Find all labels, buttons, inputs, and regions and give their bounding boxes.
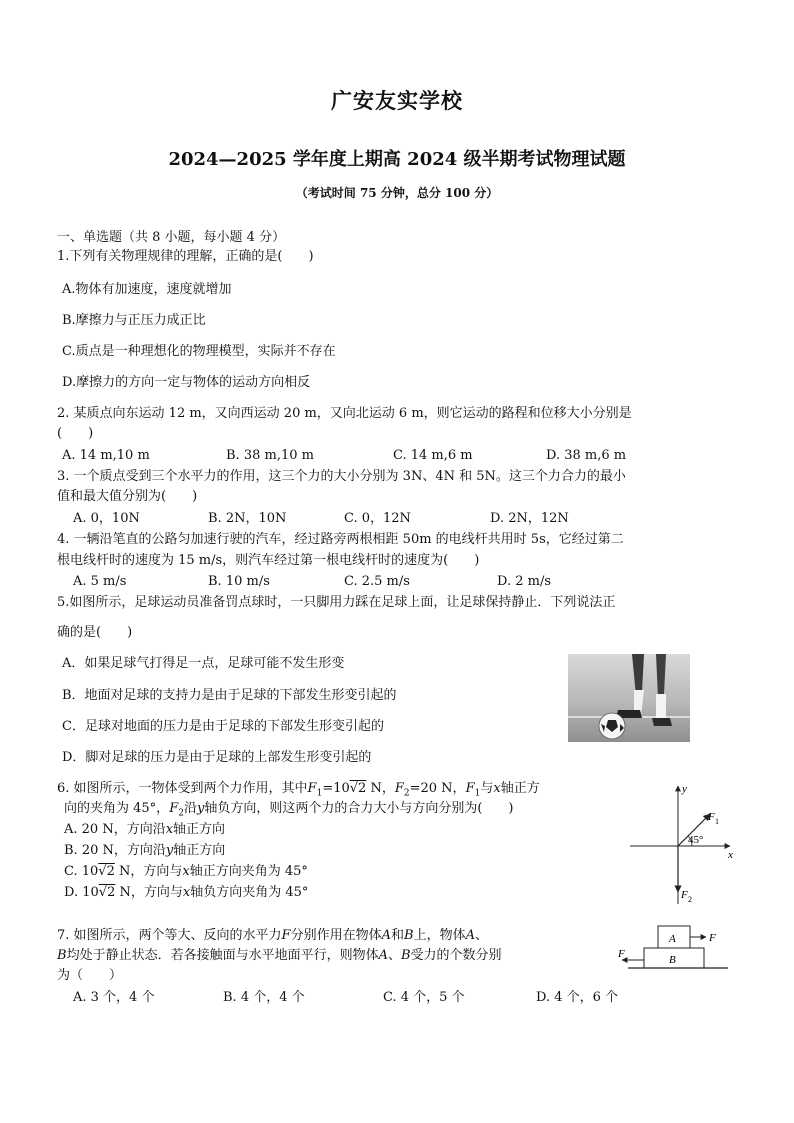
q7-b-symbol: B bbox=[57, 948, 67, 963]
q6-sqrt-value: 2 bbox=[358, 781, 367, 796]
q6-x-symbol: x bbox=[182, 885, 191, 900]
school-name: 广安友实学校 bbox=[331, 88, 463, 113]
q2-stem-line2: ( ) bbox=[57, 426, 94, 441]
angle-label: 45° bbox=[688, 834, 704, 846]
q5-option-d: D．脚对足球的压力是由于足球的上部发生形变引起的 bbox=[62, 750, 372, 765]
q1-option-b: B.摩擦力与正压力成正比 bbox=[62, 313, 206, 328]
force-right-label: F bbox=[709, 932, 716, 944]
q7-block-diagram bbox=[614, 922, 738, 976]
q6-text: D. 10 bbox=[64, 885, 99, 900]
q4-option-b: B. 10 m/s bbox=[208, 574, 270, 589]
q4-option-c: C. 2.5 m/s bbox=[344, 574, 410, 589]
q6-text: 轴正方向 bbox=[173, 822, 226, 837]
q6-text: =20 N， bbox=[409, 781, 466, 796]
q6-sqrt-value: 2 bbox=[107, 885, 116, 900]
q6-text: 6. 如图所示，一物体受到两个力作用，其中 bbox=[57, 781, 308, 796]
q6-sqrt-value: 2 bbox=[106, 864, 115, 879]
q1-stem: 1.下列有关物理规律的理解，正确的是( ) bbox=[57, 249, 314, 264]
q5-option-a: A．如果足球气打得足一点，足球可能不发生形变 bbox=[62, 656, 345, 671]
q6-text: N，方向与 bbox=[115, 885, 183, 900]
q6-y-symbol: y bbox=[196, 801, 205, 816]
q6-x-symbol: x bbox=[182, 864, 190, 879]
q6-text: 轴正方 bbox=[500, 781, 540, 796]
q2-stem-line1: 2. 某质点向东运动 12 m，又向西运动 20 m，又向北运动 6 m，则它运动的路程和位移大小分别是 bbox=[57, 406, 632, 421]
q6-text: C. 10 bbox=[64, 864, 99, 879]
q6-option-b bbox=[64, 843, 225, 859]
exam-subtitle: （考试时间 75 分钟，总分 100 分） bbox=[295, 186, 499, 200]
q6-text: A. 20 N，方向沿 bbox=[64, 822, 166, 837]
q6-text: 与 bbox=[480, 781, 494, 796]
q6-option-d bbox=[64, 885, 308, 901]
q7-stem-line1 bbox=[57, 928, 488, 944]
q5-option-b: B．地面对足球的支持力是由于足球的下部发生形变引起的 bbox=[62, 688, 397, 703]
q5-stem-line2: 确的是( ) bbox=[57, 625, 133, 640]
q6-f2-symbol: F bbox=[169, 801, 179, 816]
q6-x-symbol: x bbox=[493, 781, 501, 796]
q7-text: 、 bbox=[474, 928, 488, 943]
q7-a-symbol: A bbox=[465, 928, 475, 943]
q6-text: 轴正方向 bbox=[173, 843, 226, 858]
q6-option-a bbox=[64, 822, 225, 838]
q6-option-c bbox=[64, 864, 308, 880]
q6-text: B. 20 N，方向沿 bbox=[64, 843, 166, 858]
q4-option-d: D. 2 m/s bbox=[497, 574, 552, 589]
force-left-label: F bbox=[618, 948, 625, 960]
q6-text: 轴负方向，则这两个力的合力大小与方向分别为( ) bbox=[204, 801, 514, 816]
q1-option-d: D.摩擦力的方向一定与物体的运动方向相反 bbox=[62, 375, 311, 390]
q7-b-symbol: B bbox=[400, 948, 411, 963]
q7-text: 、 bbox=[387, 948, 401, 963]
q6-text: N，方向与 bbox=[114, 864, 183, 879]
q6-text: 沿 bbox=[183, 801, 197, 816]
q6-f1-symbol: F bbox=[465, 781, 475, 796]
x-axis-label: x bbox=[728, 849, 733, 861]
f1-label-sub: 1 bbox=[715, 817, 719, 826]
q7-text: 7. 如图所示，两个等大、反向的水平力 bbox=[57, 928, 282, 943]
q2-option-a: A. 14 m,10 m bbox=[62, 448, 150, 463]
block-b-label: B bbox=[669, 954, 676, 966]
q7-option-d: D. 4 个，6 个 bbox=[536, 990, 619, 1005]
q7-b-symbol: B bbox=[404, 928, 414, 943]
q4-option-a: A. 5 m/s bbox=[73, 574, 127, 589]
q7-a-symbol: A bbox=[378, 948, 388, 963]
q7-option-c: C. 4 个，5 个 bbox=[383, 990, 465, 1005]
q3-option-a: A. 0，10N bbox=[73, 511, 140, 526]
q7-option-a: A. 3 个，4 个 bbox=[73, 990, 155, 1005]
q3-option-c: C. 0，12N bbox=[344, 511, 411, 526]
q5-stem-line1: 5.如图所示，足球运动员准备罚点球时，一只脚用力踩在足球上面，让足球保持静止．下列说法正 bbox=[57, 595, 616, 610]
soccer-photo bbox=[568, 654, 690, 742]
block-a-label: A bbox=[669, 933, 676, 945]
sqrt-symbol: √2 bbox=[349, 781, 367, 796]
q7-text: 均处于静止状态．若各接触面与水平地面平行，则物体 bbox=[66, 948, 379, 963]
q1-option-c: C.质点是一种理想化的物理模型，实际并不存在 bbox=[62, 344, 336, 359]
q3-stem-line1: 3. 一个质点受到三个水平力的作用，这三个力的大小分别为 3N、4N 和 5N。这三个力合力的最小 bbox=[57, 469, 626, 484]
q6-force-diagram bbox=[626, 780, 738, 910]
q6-text: =10 bbox=[322, 781, 350, 796]
q7-text: 受力的个数分别 bbox=[410, 948, 502, 963]
q7-text: 和 bbox=[390, 928, 404, 943]
q6-f2-sub: 2 bbox=[403, 788, 410, 799]
q7-text: 分别作用在物体 bbox=[290, 928, 382, 943]
q6-y-symbol: y bbox=[165, 843, 174, 858]
f2-label: F bbox=[681, 889, 688, 901]
q2-option-b: B. 38 m,10 m bbox=[226, 448, 314, 463]
q7-option-b: B. 4 个，4 个 bbox=[223, 990, 305, 1005]
q6-stem-line1 bbox=[57, 781, 540, 799]
exam-title: 2024—2025 学年度上期高 2024 级半期考试物理试题 bbox=[168, 149, 626, 170]
q7-stem-line3: 为（ ） bbox=[57, 968, 123, 983]
f2-label-sub: 2 bbox=[688, 895, 692, 904]
q6-f1-symbol: F bbox=[307, 781, 317, 796]
q7-a-symbol: A bbox=[381, 928, 391, 943]
sqrt-symbol: √2 bbox=[98, 885, 116, 900]
q1-option-a: A.物体有加速度，速度就增加 bbox=[62, 282, 232, 297]
q6-f1-sub: 1 bbox=[474, 788, 481, 799]
q6-text: 轴正方向夹角为 45° bbox=[189, 864, 308, 879]
section-heading: 一、单选题（共 8 小题，每小题 4 分） bbox=[57, 230, 286, 245]
q6-f2-sub: 2 bbox=[178, 808, 184, 819]
sqrt-symbol: √2 bbox=[98, 864, 115, 879]
q2-option-d: D. 38 m,6 m bbox=[546, 448, 627, 463]
q7-text: 上，物体 bbox=[413, 928, 466, 943]
q3-option-d: D. 2N，12N bbox=[490, 511, 569, 526]
q6-text: 向的夹角为 45°， bbox=[64, 801, 170, 816]
q4-stem-line2: 根电线杆时的速度为 15 m/s，则汽车经过第一根电线杆时的速度为( ) bbox=[57, 553, 480, 568]
q7-f-symbol: F bbox=[281, 928, 291, 943]
q6-f2-symbol: F bbox=[394, 781, 404, 796]
q5-option-c: C．足球对地面的压力是由于足球的下部发生形变引起的 bbox=[62, 719, 384, 734]
q3-stem-line2: 值和最大值分别为( ) bbox=[57, 489, 198, 504]
q2-option-c: C. 14 m,6 m bbox=[393, 448, 473, 463]
y-axis-label: y bbox=[682, 783, 687, 795]
q6-text: N， bbox=[366, 781, 395, 796]
f1-label: F bbox=[708, 811, 715, 823]
q6-text: 轴负方向夹角为 45° bbox=[190, 885, 309, 900]
q4-stem-line1: 4. 一辆沿笔直的公路匀加速行驶的汽车，经过路旁两根相距 50m 的电线杆共用时 5s，它经过第二 bbox=[57, 532, 624, 547]
q6-f1-sub: 1 bbox=[316, 788, 323, 799]
q7-stem-line2 bbox=[57, 948, 502, 964]
q6-stem-line2 bbox=[64, 801, 513, 819]
soccer-photo-illustration bbox=[568, 654, 690, 742]
q3-option-b: B. 2N，10N bbox=[208, 511, 287, 526]
q6-x-symbol: x bbox=[165, 822, 174, 837]
